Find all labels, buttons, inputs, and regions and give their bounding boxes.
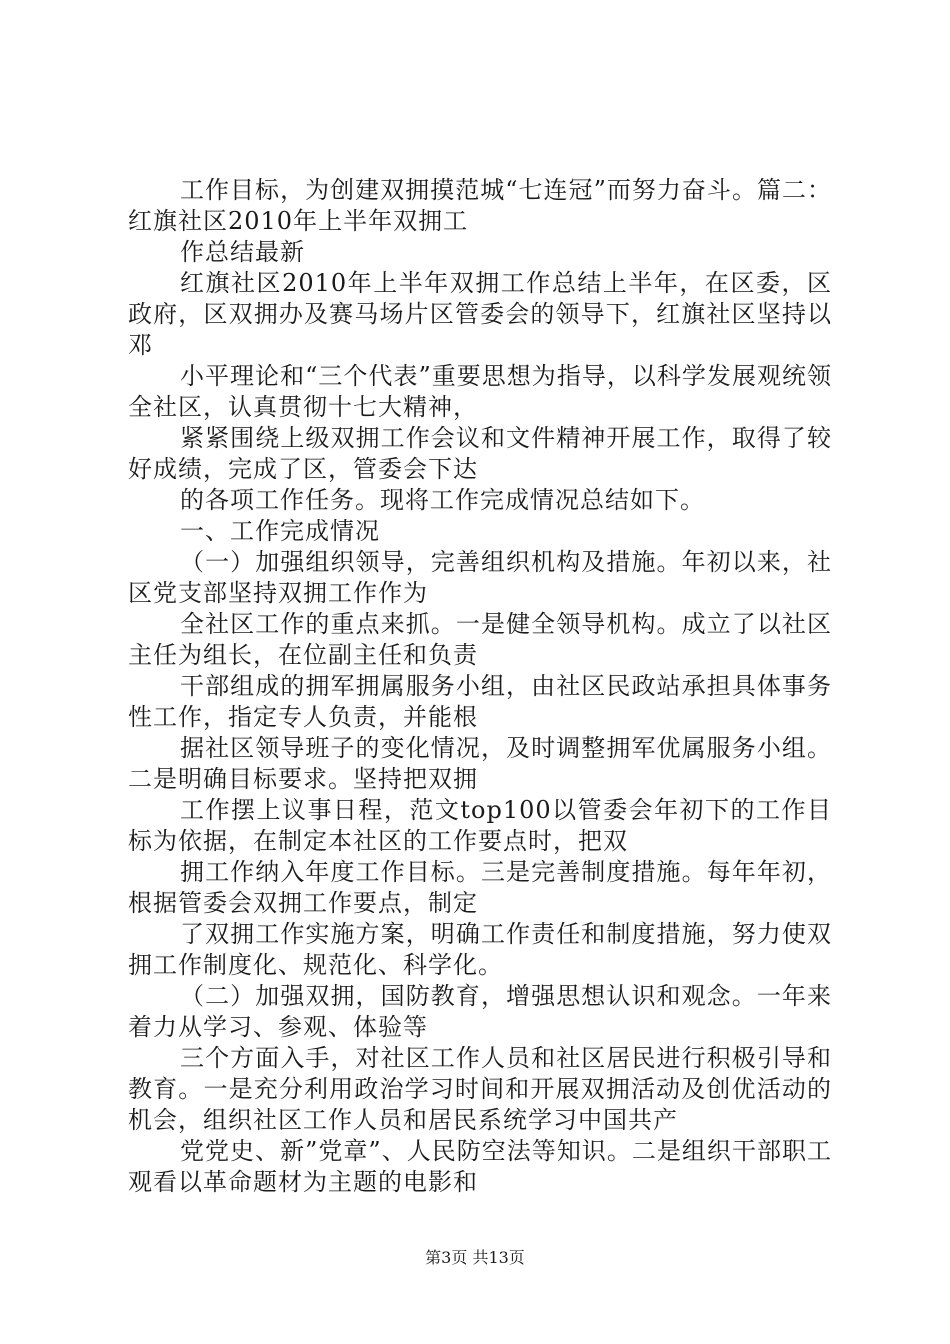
paragraph: 干部组成的拥军拥属服务小组，由社区民政站承担具体事务性工作，指定专人负责，并能根 bbox=[128, 672, 832, 731]
paragraph: 工作目标，为创建双拥摸范城“七连冠”而努力奋斗。篇二：红旗社区2010年上半年双拥工 bbox=[128, 176, 832, 235]
paragraph: 工作摆上议事日程，范文top100以管委会年初下的工作目标为依据，在制定本社区的工作要点时，把双 bbox=[128, 796, 832, 855]
paragraph: 红旗社区2010年上半年双拥工作总结上半年，在区委，区政府，区双拥办及赛马场片区管委会的领导下，红旗社区坚持以邓 bbox=[128, 269, 832, 359]
paragraph: 紧紧围绕上级双拥工作会议和文件精神开展工作，取得了较好成绩，完成了区，管委会下达 bbox=[128, 424, 832, 483]
paragraph: 小平理论和“三个代表”重要思想为指导，以科学发展观统领全社区，认真贯彻十七大精神， bbox=[128, 362, 832, 421]
paragraph: （一）加强组织领导，完善组织机构及措施。年初以来，社区党支部坚持双拥工作作为 bbox=[128, 548, 832, 607]
paragraph: 作总结最新 bbox=[180, 238, 305, 266]
paragraph: 的各项工作任务。现将工作完成情况总结如下。 bbox=[180, 486, 705, 514]
paragraph: 三个方面入手，对社区工作人员和社区居民进行积极引导和教育。一是充分利用政治学习时间和开展双拥活动及创优活动的机会，组织社区工作人员和居民系统学习中国共产 bbox=[128, 1044, 832, 1134]
paragraph: 据社区领导班子的变化情况，及时调整拥军优属服务小组。二是明确目标要求。坚持把双拥 bbox=[128, 734, 832, 793]
document-body bbox=[128, 175, 832, 1198]
section-heading: 一、工作完成情况 bbox=[180, 517, 380, 545]
paragraph: （二）加强双拥，国防教育，增强思想认识和观念。一年来着力从学习、参观、体验等 bbox=[128, 982, 832, 1041]
paragraph: 党党史、新”党章”、人民防空法等知识。二是组织干部职工观看以革命题材为主题的电影和 bbox=[128, 1137, 832, 1196]
paragraph: 了双拥工作实施方案，明确工作责任和制度措施，努力使双拥工作制度化、规范化、科学化。 bbox=[128, 920, 832, 979]
page-number-footer: 第3页 共13页 bbox=[425, 1248, 525, 1267]
paragraph: 拥工作纳入年度工作目标。三是完善制度措施。每年年初，根据管委会双拥工作要点，制定 bbox=[128, 858, 832, 917]
paragraph: 全社区工作的重点来抓。一是健全领导机构。成立了以社区主任为组长，在位副主任和负责 bbox=[128, 610, 832, 669]
